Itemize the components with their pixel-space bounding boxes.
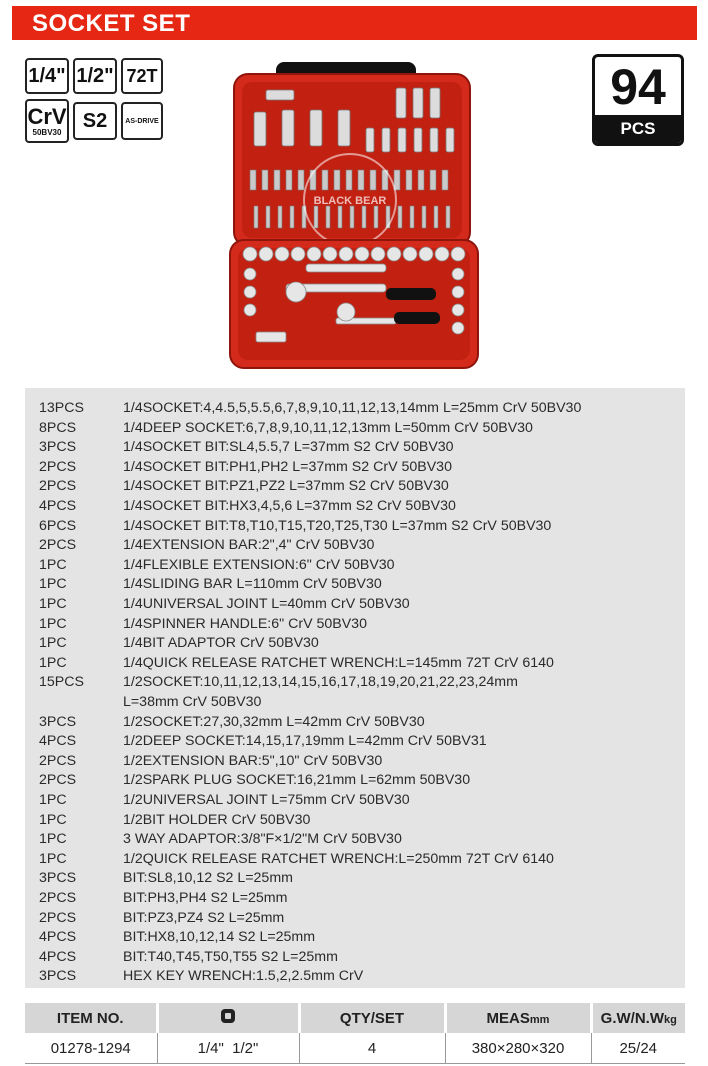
item-description: L=38mm CrV 50BV30: [123, 694, 262, 710]
item-qty: 1PC: [39, 850, 67, 867]
watermark-text: BLACK BEAR: [313, 195, 387, 207]
item-description: 1/4SOCKET:4,4.5,5,5.5,6,7,8,9,10,11,12,13,14mm L=25mm CrV 50BV30: [123, 400, 582, 416]
item-qty: 2PCS: [39, 890, 77, 906]
item-description: 1/2QUICK RELEASE RATCHET WRENCH:L=250mm 72T CrV 6140: [123, 850, 554, 867]
item-qty: 1PC: [39, 596, 67, 612]
piece-count-unit: PCS: [595, 115, 681, 143]
item-description: 1/4QUICK RELEASE RATCHET WRENCH:L=145mm 72T CrV 6140: [123, 654, 554, 671]
drive-half-badge: 1/2": [73, 58, 117, 94]
item-qty: 6PCS: [39, 517, 77, 534]
item-description: 1/4SOCKET BIT:T8,T10,T15,T20,T25,T30 L=37mm S2 CrV 50BV30: [123, 517, 552, 534]
spec-table: [25, 1003, 685, 1064]
qty-value: 4: [299, 1033, 445, 1064]
item-description: 1/4SOCKET BIT:HX3,4,5,6 L=37mm S2 CrV 50BV30: [123, 498, 456, 514]
item-qty: 1PC: [39, 831, 67, 848]
header-bar: [12, 6, 697, 40]
drive-value: 1/4" 1/2": [157, 1033, 299, 1064]
s2-badge: S2: [73, 102, 117, 140]
piece-count-badge: [592, 54, 684, 146]
item-no-value: 01278-1294: [25, 1033, 157, 1064]
weight-header-label: G.W/N.W: [600, 1009, 664, 1027]
spec-header-row: [25, 1003, 685, 1033]
item-qty: 15PCS: [39, 674, 84, 691]
item-description: 1/4SPINNER HANDLE:6" CrV 50BV30: [123, 615, 367, 632]
material-grade-label: 50BV30: [32, 127, 62, 137]
item-description: 1/2SOCKET:27,30,32mm L=42mm CrV 50BV30: [123, 713, 425, 730]
item-description: 3 WAY ADAPTOR:3/8"F×1/2"M CrV 50BV30: [123, 831, 402, 848]
drive-quarter-badge: 1/4": [25, 58, 69, 94]
item-description: BIT:SL8,10,12 S2 L=25mm: [123, 870, 293, 887]
item-qty: 1PC: [39, 635, 67, 652]
item-description: 1/2BIT HOLDER CrV 50BV30: [123, 811, 311, 828]
item-description: 1/4FLEXIBLE EXTENSION:6" CrV 50BV30: [123, 556, 395, 573]
drive-header: [157, 1003, 299, 1033]
item-description: 1/2SOCKET:10,11,12,13,14,15,16,17,18,19,20,21,22,23,24mm: [123, 674, 518, 691]
item-description: 1/4SOCKET BIT:PZ1,PZ2 L=37mm S2 CrV 50BV30: [123, 478, 449, 495]
item-description: 1/4DEEP SOCKET:6,7,8,9,10,11,12,13mm L=50mm CrV 50BV30: [123, 419, 533, 436]
item-description: HEX KEY WRENCH:1.5,2,2.5mm CrV: [123, 968, 364, 985]
item-description: 1/4SOCKET BIT:PH1,PH2 L=37mm S2 CrV 50BV30: [123, 458, 452, 475]
item-qty: 1PC: [39, 811, 67, 828]
item-description: BIT:HX8,10,12,14 S2 L=25mm: [123, 929, 316, 946]
item-description: 1/4SOCKET BIT:SL4,5.5,7 L=37mm S2 CrV 50BV30: [123, 439, 454, 456]
item-description: 1/2EXTENSION BAR:5",10" CrV 50BV30: [123, 752, 383, 769]
item-qty: 13PCS: [39, 400, 84, 416]
item-qty: 1PC: [39, 556, 67, 573]
item-qty: 1PC: [39, 576, 67, 593]
item-qty: 4PCS: [39, 948, 77, 965]
item-qty: 8PCS: [39, 419, 77, 436]
weight-value: 25/24: [591, 1033, 685, 1064]
meas-header-label: MEAS: [486, 1009, 530, 1027]
item-qty: 2PCS: [39, 752, 77, 769]
meas-unit: mm: [529, 1013, 550, 1026]
item-list: [25, 388, 685, 988]
item-qty: 1PC: [39, 792, 67, 808]
as-drive-badge: AS-DRIVE: [121, 102, 163, 140]
item-qty: 2PCS: [39, 537, 77, 554]
item-qty: 3PCS: [39, 968, 77, 985]
item-qty: 1PC: [39, 615, 67, 632]
item-qty: 2PCS: [39, 909, 77, 926]
item-description: BIT:PH3,PH4 S2 L=25mm: [123, 890, 288, 906]
item-qty: 4PCS: [39, 929, 77, 946]
item-description: BIT:T40,T45,T50,T55 S2 L=25mm: [123, 948, 338, 965]
socket-set-case-image: [226, 60, 488, 372]
teeth-badge: 72T: [121, 58, 163, 94]
material-label: CrV: [27, 103, 67, 129]
item-description: 1/2UNIVERSAL JOINT L=75mm CrV 50BV30: [123, 792, 410, 808]
item-qty: 2PCS: [39, 772, 77, 789]
item-description: 1/2SPARK PLUG SOCKET:16,21mm L=62mm 50BV30: [123, 772, 471, 789]
material-badge: [25, 99, 69, 143]
weight-unit: kg: [663, 1013, 677, 1026]
item-qty: 3PCS: [39, 713, 77, 730]
item-qty: 4PCS: [39, 498, 77, 514]
meas-header: [445, 1003, 591, 1033]
item-qty: 2PCS: [39, 478, 77, 495]
item-description: 1/2DEEP SOCKET:14,15,17,19mm L=42mm CrV 50BV31: [123, 733, 487, 750]
weight-header: [591, 1003, 685, 1033]
item-description: 1/4EXTENSION BAR:2",4" CrV 50BV30: [123, 537, 375, 554]
item-description: 1/4BIT ADAPTOR CrV 50BV30: [123, 635, 319, 652]
piece-count-number: 94: [610, 59, 666, 115]
spec-data-row: [25, 1033, 685, 1064]
item-description: 1/4SLIDING BAR L=110mm CrV 50BV30: [123, 576, 382, 593]
page-title: SOCKET SET: [32, 10, 191, 37]
item-qty: 3PCS: [39, 870, 77, 887]
item-qty: 4PCS: [39, 733, 77, 750]
item-qty: 2PCS: [39, 458, 77, 475]
qty-header: QTY/SET: [299, 1003, 445, 1033]
item-qty: 3PCS: [39, 439, 77, 456]
square-drive-icon: [220, 1008, 236, 1024]
item-description: 1/4UNIVERSAL JOINT L=40mm CrV 50BV30: [123, 596, 410, 612]
item-qty: 1PC: [39, 654, 67, 671]
meas-value: 380×280×320: [445, 1033, 591, 1064]
item-no-header: ITEM NO.: [25, 1003, 157, 1033]
item-description: BIT:PZ3,PZ4 S2 L=25mm: [123, 909, 285, 926]
